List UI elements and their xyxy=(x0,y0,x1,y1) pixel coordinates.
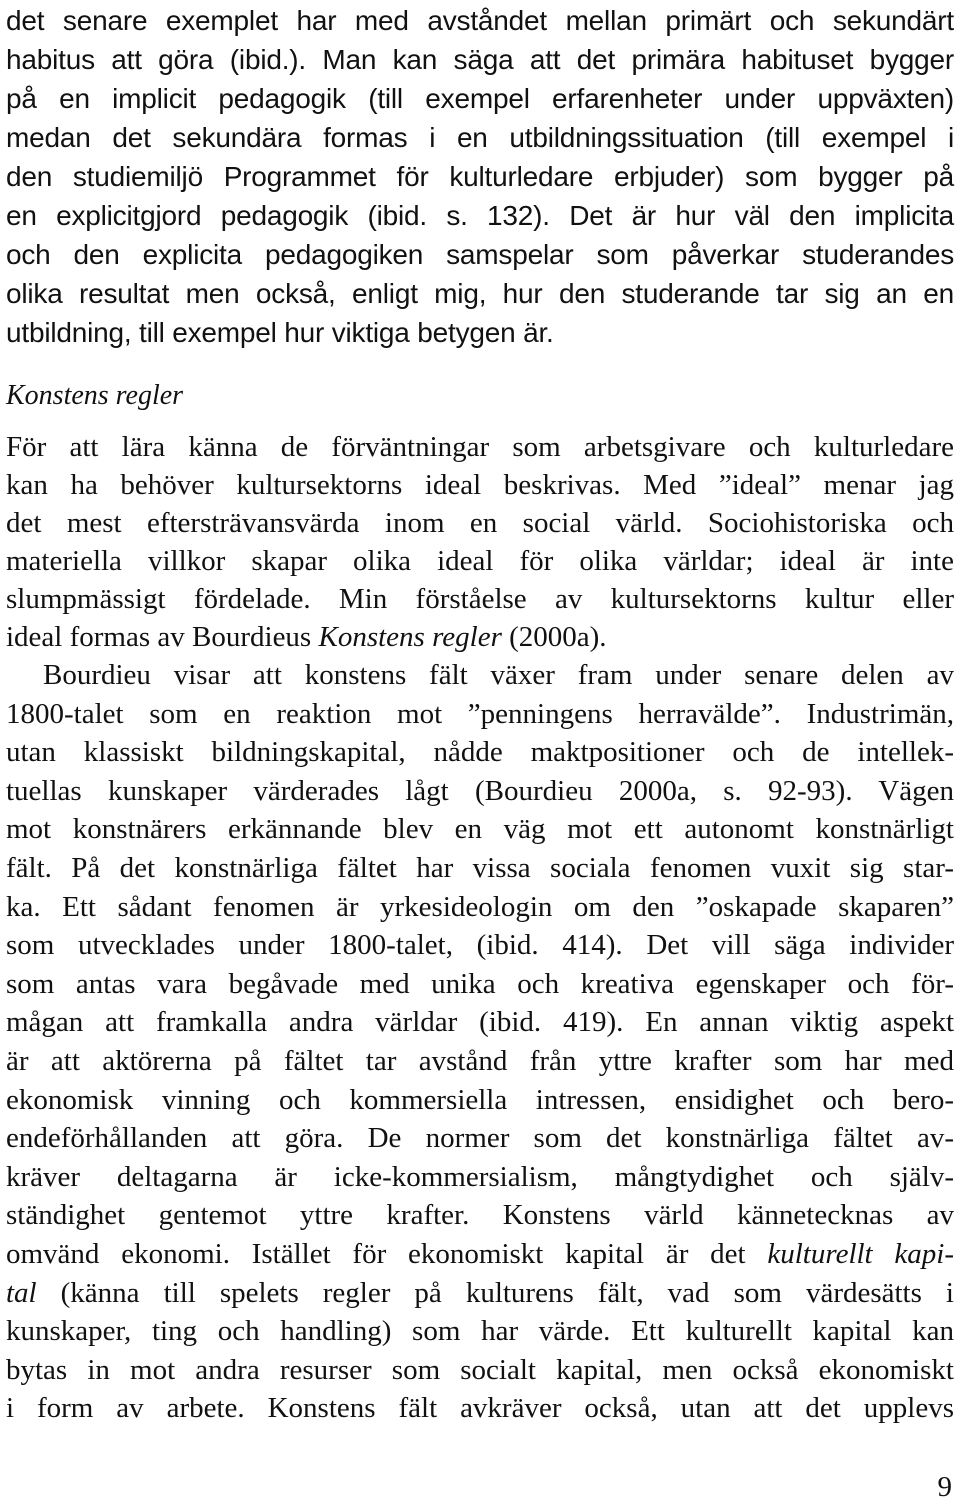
text-line xyxy=(6,618,954,656)
text-line: som antas vara begåvade med unika och kreativa egenskaper och för- xyxy=(6,967,954,1000)
text-line: är att aktörerna på fältet tar avstånd från yttre krafter som har med xyxy=(6,1044,954,1077)
text-line xyxy=(6,1274,954,1313)
text-line: i form av arbete. Konstens fält avkräver också, utan att det upplevs xyxy=(6,1392,954,1425)
text-line xyxy=(6,1235,954,1274)
text-line: som utvecklades under 1800-talet, (ibid. 414). Det vill säga individer xyxy=(6,929,954,962)
text-line: mot konstnärers erkännande blev en väg mot ett autonomt konstnärligt xyxy=(6,813,954,846)
text-line: utbildning, till exempel hur viktiga betygen är. xyxy=(6,317,554,348)
text-line: mågan att framkalla andra världar (ibid. 419). En annan viktig aspekt xyxy=(6,1006,954,1039)
section-heading: Konstens regler xyxy=(6,380,184,411)
text-segment: omvänd ekonomi. Istället för ekonomiskt kapital är det xyxy=(6,1237,768,1270)
page-number: 9 xyxy=(937,1471,952,1503)
text-segment: (känna till spelets regler på kulturens fält, vad som värdesätts i xyxy=(36,1276,954,1309)
text-line: ka. Ett sådant fenomen är yrkesideologin om den ”oskapade skaparen” xyxy=(6,890,954,923)
text-line: det senare exemplet har med avståndet mellan primärt och sekundärt xyxy=(6,5,954,36)
text-line: Bourdieu visar att konstens fält växer fram under senare delen av xyxy=(43,659,954,691)
text-segment: ideal formas av Bourdieus xyxy=(6,621,319,653)
text-line: utan klassiskt bildningskapital, nådde maktpositioner och de intellek- xyxy=(6,736,954,769)
paragraph-ideal xyxy=(6,428,954,656)
paragraph-bourdieu xyxy=(6,656,954,1428)
book-title: Konstens regler xyxy=(318,621,502,653)
text-line: den studiemiljö Programmet för kulturledare erbjuder) som bygger på xyxy=(6,161,954,192)
text-line: bytas in mot andra resurser som socialt kapital, men också ekonomiskt xyxy=(6,1353,954,1386)
text-line: materiella villkor skapar olika ideal för olika världar; ideal är inte xyxy=(6,545,954,577)
text-line: kan ha behöver kultursektorns ideal beskrivas. Med ”ideal” menar jag xyxy=(6,469,954,501)
text-line: på en implicit pedagogik (till exempel erfarenheter under uppväxten) xyxy=(6,83,954,114)
text-segment: (2000a). xyxy=(501,621,607,653)
text-line: slumpmässigt fördelade. Min förståelse av kultursektorns kultur eller xyxy=(6,583,954,615)
text-line: fält. På det konstnärliga fältet har vissa sociala fenomen vuxit sig star- xyxy=(6,851,954,884)
text-line: kräver deltagarna är icke-kommersialism, mångtydighet och själv- xyxy=(6,1160,954,1193)
text-line: det mest eftersträvansvärda inom en social värld. Sociohistoriska och xyxy=(6,507,954,539)
text-line: tuellas kunskaper värderades lågt (Bourdieu 2000a, s. 92-93). Vägen xyxy=(6,774,954,807)
text-line: För att lära känna de förväntningar som arbetsgivare och kulturledare xyxy=(6,431,954,463)
text-line: och den explicita pedagogiken samspelar som påverkar studerandes xyxy=(6,239,954,270)
text-line: 1800-talet som en reaktion mot ”penningens herravälde”. Industrimän, xyxy=(6,697,954,730)
emphasized-term: kulturellt kapi- xyxy=(767,1237,954,1270)
text-line: habitus att göra (ibid.). Man kan säga att det primära habituset bygger xyxy=(6,44,954,75)
text-line: en explicitgjord pedagogik (ibid. s. 132). Det är hur väl den implicita xyxy=(6,200,954,231)
text-line: ständighet gentemot yttre krafter. Konstens värld kännetecknas av xyxy=(6,1199,954,1232)
document-page xyxy=(6,0,954,1428)
text-line: endeförhållanden att göra. De normer som det konstnärliga fältet av- xyxy=(6,1122,954,1155)
text-line: ekonomisk vinning och kommersiella intressen, ensidighet och bero- xyxy=(6,1083,954,1116)
text-line: kunskaper, ting och handling) som har värde. Ett kulturellt kapital kan xyxy=(6,1315,954,1348)
paragraph-habitus xyxy=(6,0,954,352)
emphasized-term: tal xyxy=(6,1276,37,1309)
text-line: olika resultat men också, enligt mig, hur den studerande tar sig an en xyxy=(6,278,954,309)
text-line: medan det sekundära formas i en utbildningssituation (till exempel i xyxy=(6,122,954,153)
